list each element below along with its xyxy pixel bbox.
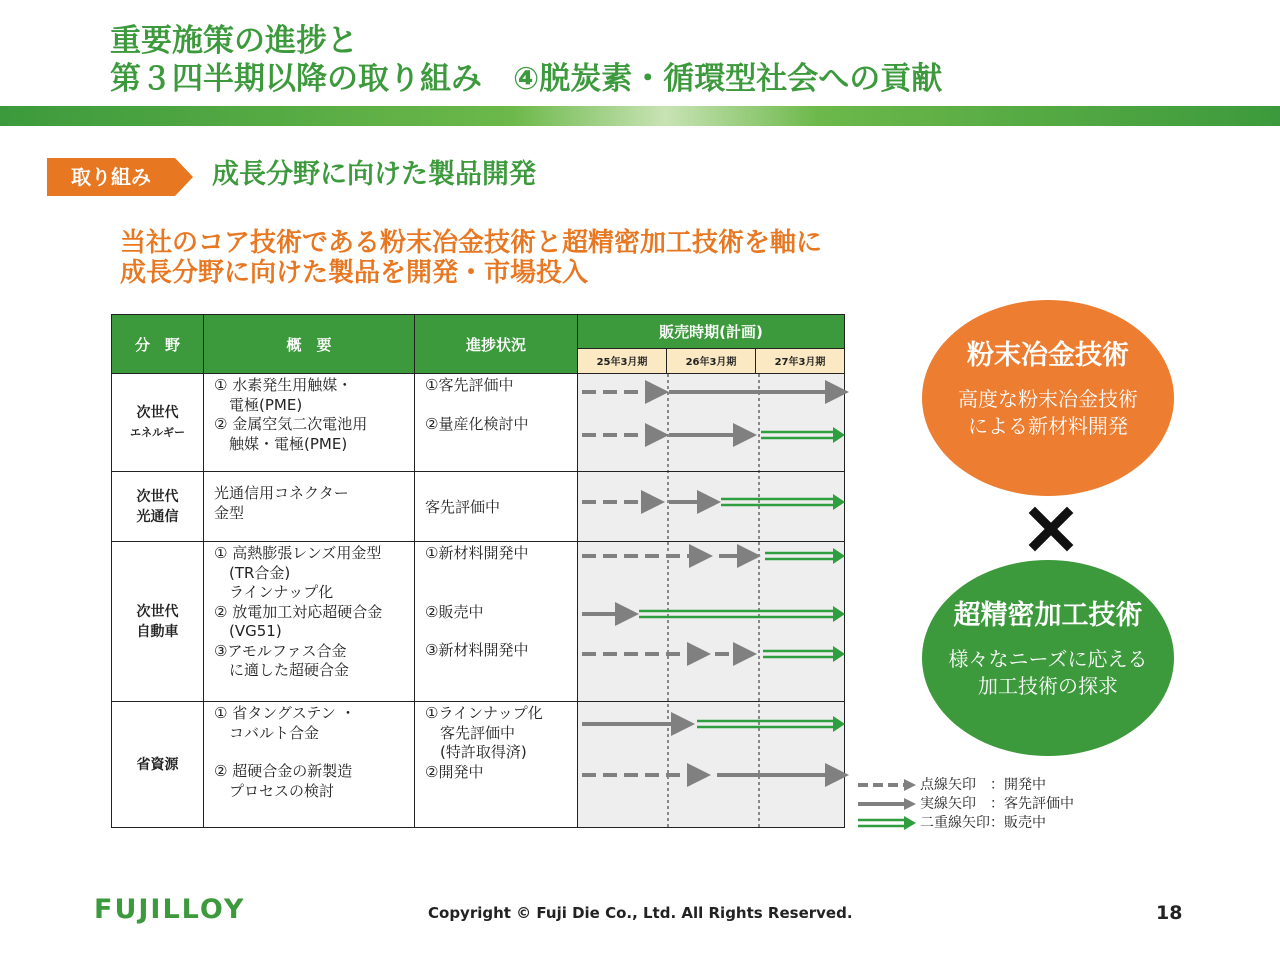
- lead-line-2: 成長分野に向けた製品を開発・市場投入: [120, 258, 589, 288]
- summary-line: ② 放電加工対応超硬合金: [214, 602, 383, 621]
- up-desc-line: 様々なニーズに応える: [948, 647, 1148, 671]
- pm-desc-line: による新材料開発: [968, 414, 1128, 438]
- status-cell: [415, 702, 578, 828]
- double-arrow: [761, 427, 845, 443]
- schedule-arrows: [579, 374, 851, 830]
- field-label: 次世代: [136, 603, 179, 620]
- fujilloy-logo: FUJILLOY: [94, 894, 246, 925]
- legend-double-arrow: [856, 816, 918, 830]
- legend-dotted-label: 点線矢印 ：開発中: [920, 777, 1046, 793]
- summary-cell: [204, 374, 415, 472]
- status-cell: [415, 542, 578, 702]
- page-number: 18: [1156, 902, 1183, 924]
- header-status: 進捗状況: [415, 315, 578, 374]
- pm-desc: [922, 386, 1174, 440]
- status-line: ②販売中: [425, 602, 484, 621]
- summary-spacer: [214, 743, 408, 762]
- summary-line: ラインナップ化: [214, 583, 334, 601]
- times-icon: [1028, 506, 1074, 552]
- double-arrow: [765, 548, 845, 564]
- field-label: 自動車: [136, 623, 179, 640]
- status-line: ②量産化検討中: [425, 414, 529, 433]
- title-line-2: 第３四半期以降の取り組み ④脱炭素・循環型社会への貢献: [110, 61, 943, 97]
- title-band: [0, 106, 1280, 126]
- up-desc: [922, 646, 1174, 700]
- summary-cell: [204, 702, 415, 828]
- lead-line-1: 当社のコア技術である粉末冶金技術と超精密加工技術を軸に: [120, 228, 823, 258]
- summary-line: (TR合金): [214, 563, 291, 582]
- status-spacer: [425, 396, 571, 415]
- summary-line: に適した超硬合金: [214, 661, 350, 679]
- field-label: 省資源: [136, 756, 179, 773]
- status-line: ③新材料開発中: [425, 641, 529, 659]
- pm-desc-line: 高度な粉末冶金技術: [958, 387, 1138, 411]
- summary-cell: [204, 542, 415, 702]
- summary-line: ① 水素発生用触媒・: [214, 376, 353, 394]
- summary-line: ② 金属空気二次電池用: [214, 415, 368, 433]
- section-tag-arrow: [175, 158, 193, 196]
- field-cell: [112, 702, 204, 828]
- summary-line: ③アモルファス合金: [214, 641, 347, 660]
- header-period-2: 26年3月期: [667, 348, 756, 373]
- status-line: ①新材料開発中: [425, 544, 529, 562]
- summary-line: プロセスの検討: [214, 781, 335, 800]
- double-arrow: [763, 646, 845, 662]
- summary-line: ② 超硬合金の新製造: [214, 762, 353, 780]
- summary-line: 触媒・電極(PME): [214, 434, 348, 453]
- section-tag: [47, 158, 193, 196]
- summary-line: ① 省タングステン ・: [214, 704, 356, 722]
- header-period-1: 25年3月期: [578, 348, 667, 373]
- title-line-1: 重要施策の進捗と: [110, 23, 358, 59]
- summary-line: (VG51): [214, 622, 282, 640]
- header-summary: 概 要: [204, 315, 415, 374]
- header-schedule: 販売時期(計画): [578, 315, 845, 349]
- ultra-precision-circle: [922, 560, 1174, 756]
- up-title: 超精密加工技術: [953, 600, 1143, 631]
- section-subtitle: 成長分野に向けた製品開発: [212, 159, 536, 190]
- summary-cell: [204, 472, 415, 542]
- legend-solid-label: 実線矢印 ：客先評価中: [920, 796, 1074, 812]
- status-line: 客先評価中: [425, 497, 501, 516]
- lead-text: [120, 228, 822, 288]
- legend-double-label: 二重線矢印：販売中: [920, 815, 1046, 831]
- status-spacer: [425, 622, 571, 641]
- double-arrow: [639, 606, 845, 622]
- header-period-3: 27年3月期: [756, 348, 845, 373]
- field-label: エネルギー: [130, 425, 185, 439]
- status-line: 客先評価中: [425, 723, 516, 742]
- summary-line: コバルト合金: [214, 723, 320, 742]
- up-desc-line: 加工技術の探求: [978, 674, 1118, 698]
- double-arrow: [721, 494, 845, 510]
- field-cell: [112, 374, 204, 472]
- status-cell: [415, 472, 578, 542]
- summary-line: ① 高熱膨張レンズ用金型: [214, 544, 382, 562]
- status-line: (特許取得済): [425, 743, 527, 761]
- status-line: ①客先評価中: [425, 376, 514, 394]
- field-label: 次世代: [136, 488, 179, 505]
- status-spacer: [425, 564, 571, 603]
- header-field: 分 野: [112, 315, 204, 374]
- summary-line: 金型: [214, 503, 245, 522]
- status-line: ②開発中: [425, 762, 484, 781]
- status-cell: [415, 374, 578, 472]
- status-line: ①ラインナップ化: [425, 704, 543, 722]
- field-cell: [112, 542, 204, 702]
- field-label: 光通信: [136, 508, 179, 525]
- summary-line: 電極(PME): [214, 395, 303, 414]
- legend-solid-arrow: [856, 797, 918, 811]
- copyright: Copyright © Fuji Die Co., Ltd. All Rights Reserved.: [428, 904, 853, 922]
- field-label: 次世代: [136, 404, 179, 421]
- double-arrow: [697, 716, 845, 732]
- field-cell: [112, 472, 204, 542]
- legend-dotted-arrow: [856, 778, 918, 792]
- section-tag-label: 取り組み: [47, 158, 175, 196]
- page-title: [110, 22, 942, 98]
- powder-metallurgy-circle: [922, 300, 1174, 496]
- pm-title: 粉末冶金技術: [967, 340, 1129, 371]
- summary-line: 光通信用コネクター: [214, 484, 349, 502]
